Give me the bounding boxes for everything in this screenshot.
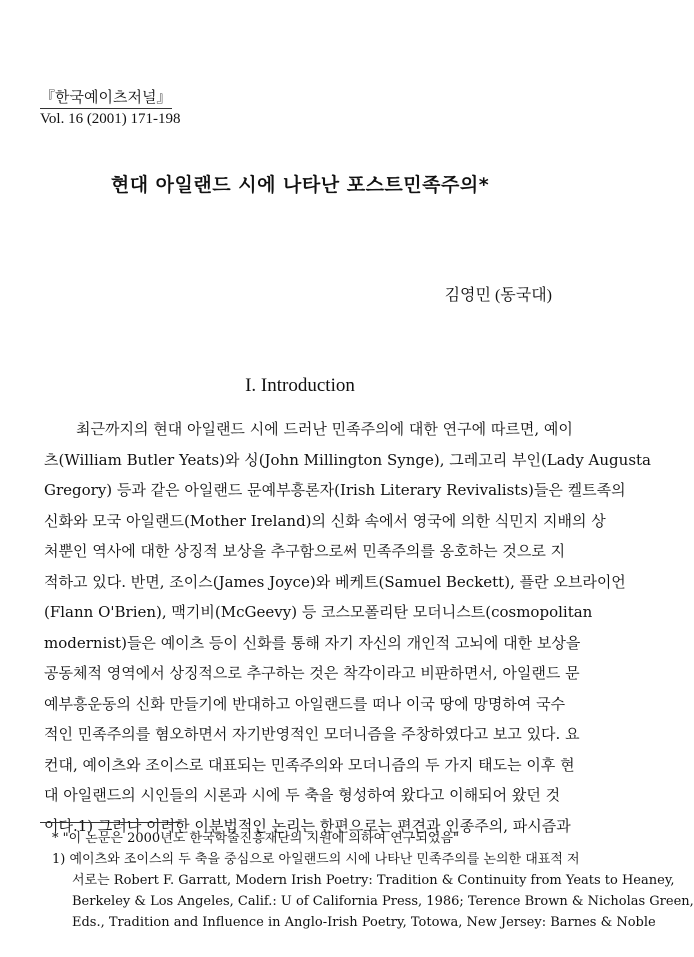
body-line: 처뿐인 역사에 대한 상징적 보상을 추구함으로써 민족주의를 옹호하는 것으로 지 [44, 542, 566, 560]
citation: Vol. 16 (2001) 171-198 [40, 111, 181, 127]
body-line: Gregory) 등과 같은 아일랜드 문예부흥론자(Irish Literary Revivalists)들은 켈트족의 [44, 481, 626, 499]
body-line: 이다.1) 그러나 이러한 이분법적인 논리는 한편으로는 편견과 인종주의, 파시즘과 [44, 816, 571, 835]
footnote-line: Eds., Tradition and Influence in Anglo-Irish Poetry, Totowa, New Jersey: Barnes & Noble [72, 915, 656, 930]
body-line: 공동체적 영역에서 상징적으로 추구하는 것은 착각이라고 비판하면서, 아일랜드 문 [44, 664, 580, 682]
footnote-line: 1) 예이츠와 조이스의 두 축을 중심으로 아일랜드의 시에 나타난 민족주의를 논의한 대표적 저 [52, 852, 580, 867]
footnote-line: Berkeley & Los Angeles, Calif.: U of California Press, 1986; Terence Brown & Nicholas Green, [72, 894, 694, 909]
author-affiliation: 김영민 (동국대) [444, 287, 552, 304]
body-line: 적인 민족주의를 혐오하면서 자기반영적인 모더니즘을 주창하였다고 보고 있다. 요 [44, 725, 580, 743]
body-line: 예부흥운동의 신화 만들기에 반대하고 아일랜드를 떠나 이국 땅에 망명하여 국수 [44, 694, 566, 713]
footnote-rule [40, 822, 180, 823]
footnote-star: * "이 논문은 2000년도 한국학술진흥재단의 지원에 의하여 연구되었음" [52, 831, 459, 846]
body-line: 최근까지의 현대 아일랜드 시에 드러난 민족주의에 대한 연구에 따르면, 예이 [76, 420, 573, 438]
body-line: 신화와 모국 아일랜드(Mother Ireland)의 신화 속에서 영국에 의한 식민지 지배의 상 [44, 511, 606, 530]
section-heading: I. Introduction [245, 375, 355, 396]
body-line: 컨대, 예이츠와 조이스로 대표되는 민족주의와 모더니즘의 두 가지 태도는 이후 현 [44, 755, 575, 774]
body-line: 적하고 있다. 반면, 조이스(James Joyce)와 베케트(Samuel Beckett), 플란 오브라이언 [44, 572, 626, 591]
footnotes [52, 828, 694, 933]
journal-header [40, 88, 181, 129]
body-text [44, 414, 651, 841]
paper-title: 현대 아일랜드 시에 나타난 포스트민족주의* [110, 174, 490, 196]
body-line: modernist)들은 예이츠 등이 신화를 통해 자기 자신의 개인적 고뇌에 대한 보상을 [44, 633, 581, 652]
footnote-line: 서로는 Robert F. Garratt, Modern Irish Poetry: Tradition & Continuity from Yeats to Heaney, [72, 873, 675, 888]
journal-name: 『한국예이츠저널』 [40, 90, 172, 106]
body-line: 츠(William Butler Yeats)와 싱(John Millington Synge), 그레고리 부인(Lady Augusta [44, 450, 651, 469]
body-line: (Flann O'Brien), 맥기비(McGeevy) 등 코스모폴리탄 모더니스트(cosmopolitan [44, 603, 593, 621]
body-line: 대 아일랜드의 시인들의 시론과 시에 두 축을 형성하여 왔다고 이해되어 왔던 것 [44, 786, 561, 804]
